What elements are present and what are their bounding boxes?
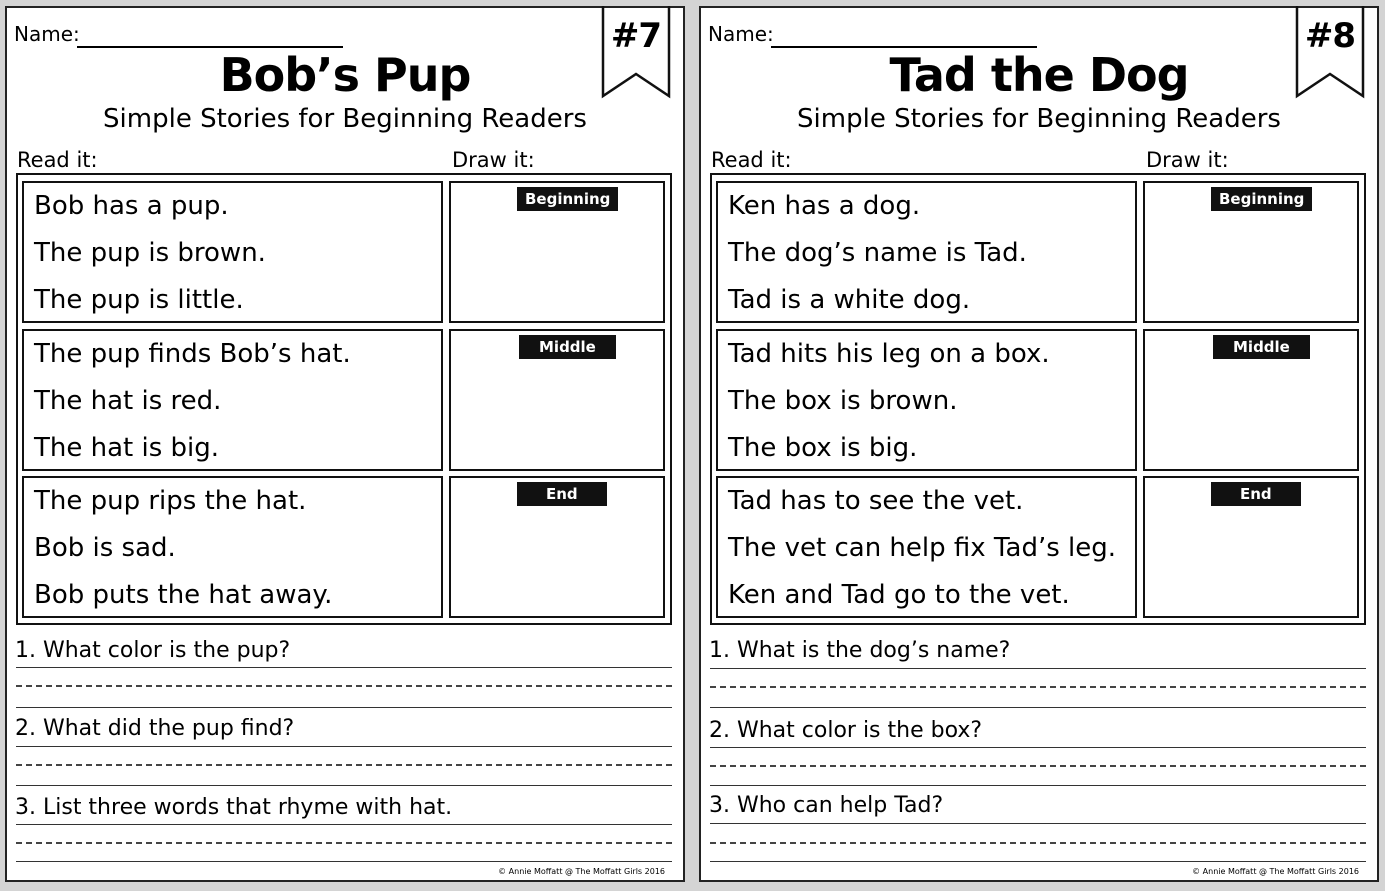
story-line: The pup finds Bob’s hat. — [34, 339, 351, 369]
worksheet-8 — [699, 6, 1379, 882]
answer-line[interactable] — [710, 747, 1366, 748]
story-subtitle: Simple Stories for Beginning Readers — [103, 104, 587, 134]
worksheet-7 — [5, 6, 685, 882]
question-2: 2. What did the pup find? — [15, 716, 295, 741]
copyright: © Annie Moffatt @ The Moffatt Girls 2016 — [1192, 867, 1359, 876]
read-it-label: Read it: — [17, 148, 98, 172]
name-label: Name: — [14, 22, 80, 46]
answer-line[interactable] — [16, 785, 672, 786]
answer-guide-line — [710, 686, 1366, 688]
story-line: Ken and Tad go to the vet. — [728, 580, 1070, 610]
story-line: Bob puts the hat away. — [34, 580, 333, 610]
story-title: Tad the Dog — [889, 48, 1189, 102]
answer-guide-line — [16, 685, 672, 687]
name-label: Name: — [708, 22, 774, 46]
story-line: The pup rips the hat. — [34, 486, 307, 516]
story-line: Tad hits his leg on a box. — [728, 339, 1050, 369]
story-line: The pup is brown. — [34, 238, 266, 268]
draw-it-label: Draw it: — [1146, 148, 1229, 172]
story-line: The box is brown. — [728, 386, 958, 416]
story-line: The hat is big. — [34, 433, 220, 463]
story-subtitle: Simple Stories for Beginning Readers — [797, 104, 1281, 134]
story-line: Tad is a white dog. — [728, 285, 971, 315]
story-line: The box is big. — [728, 433, 918, 463]
read-it-label: Read it: — [711, 148, 792, 172]
answer-line[interactable] — [710, 861, 1366, 862]
answer-line[interactable] — [710, 707, 1366, 708]
answer-line[interactable] — [16, 861, 672, 862]
draw-box-middle[interactable] — [1143, 329, 1359, 471]
draw-box-end[interactable] — [449, 476, 665, 618]
section-tag-middle: Middle — [1213, 335, 1310, 359]
answer-line[interactable] — [16, 824, 672, 825]
story-title: Bob’s Pup — [219, 48, 471, 102]
answer-line[interactable] — [16, 667, 672, 668]
story-number: #8 — [1304, 16, 1356, 56]
question-1: 1. What color is the pup? — [15, 638, 291, 663]
story-box-beginning — [716, 181, 1137, 323]
story-line: The dog’s name is Tad. — [728, 238, 1027, 268]
draw-it-label: Draw it: — [452, 148, 535, 172]
section-tag-end: End — [1211, 482, 1301, 506]
story-line: The hat is red. — [34, 386, 222, 416]
story-number: #7 — [610, 16, 662, 56]
answer-line[interactable] — [710, 785, 1366, 786]
story-line: Bob has a pup. — [34, 191, 229, 221]
answer-guide-line — [16, 842, 672, 844]
story-box-middle — [22, 329, 443, 471]
answer-guide-line — [16, 764, 672, 766]
story-line: The pup is little. — [34, 285, 244, 315]
story-line: Tad has to see the vet. — [728, 486, 1024, 516]
story-line: The vet can help fix Tad’s leg. — [728, 533, 1117, 563]
story-box-end — [22, 476, 443, 618]
draw-box-beginning[interactable] — [1143, 181, 1359, 323]
answer-line[interactable] — [16, 746, 672, 747]
answer-line[interactable] — [710, 668, 1366, 669]
answer-guide-line — [710, 765, 1366, 767]
question-2: 2. What color is the box? — [709, 718, 983, 743]
section-tag-beginning: Beginning — [1211, 187, 1312, 211]
question-1: 1. What is the dog’s name? — [709, 638, 1011, 663]
answer-line[interactable] — [710, 823, 1366, 824]
story-line: Bob is sad. — [34, 533, 176, 563]
section-tag-middle: Middle — [519, 335, 616, 359]
question-3: 3. Who can help Tad? — [709, 793, 944, 818]
question-3: 3. List three words that rhyme with hat. — [15, 795, 453, 820]
section-tag-beginning: Beginning — [517, 187, 618, 211]
section-tag-end: End — [517, 482, 607, 506]
story-line: Ken has a dog. — [728, 191, 921, 221]
story-box-end — [716, 476, 1137, 618]
copyright: © Annie Moffatt @ The Moffatt Girls 2016 — [498, 867, 665, 876]
story-box-middle — [716, 329, 1137, 471]
draw-box-middle[interactable] — [449, 329, 665, 471]
draw-box-beginning[interactable] — [449, 181, 665, 323]
answer-guide-line — [710, 842, 1366, 844]
story-box-beginning — [22, 181, 443, 323]
draw-box-end[interactable] — [1143, 476, 1359, 618]
answer-line[interactable] — [16, 707, 672, 708]
